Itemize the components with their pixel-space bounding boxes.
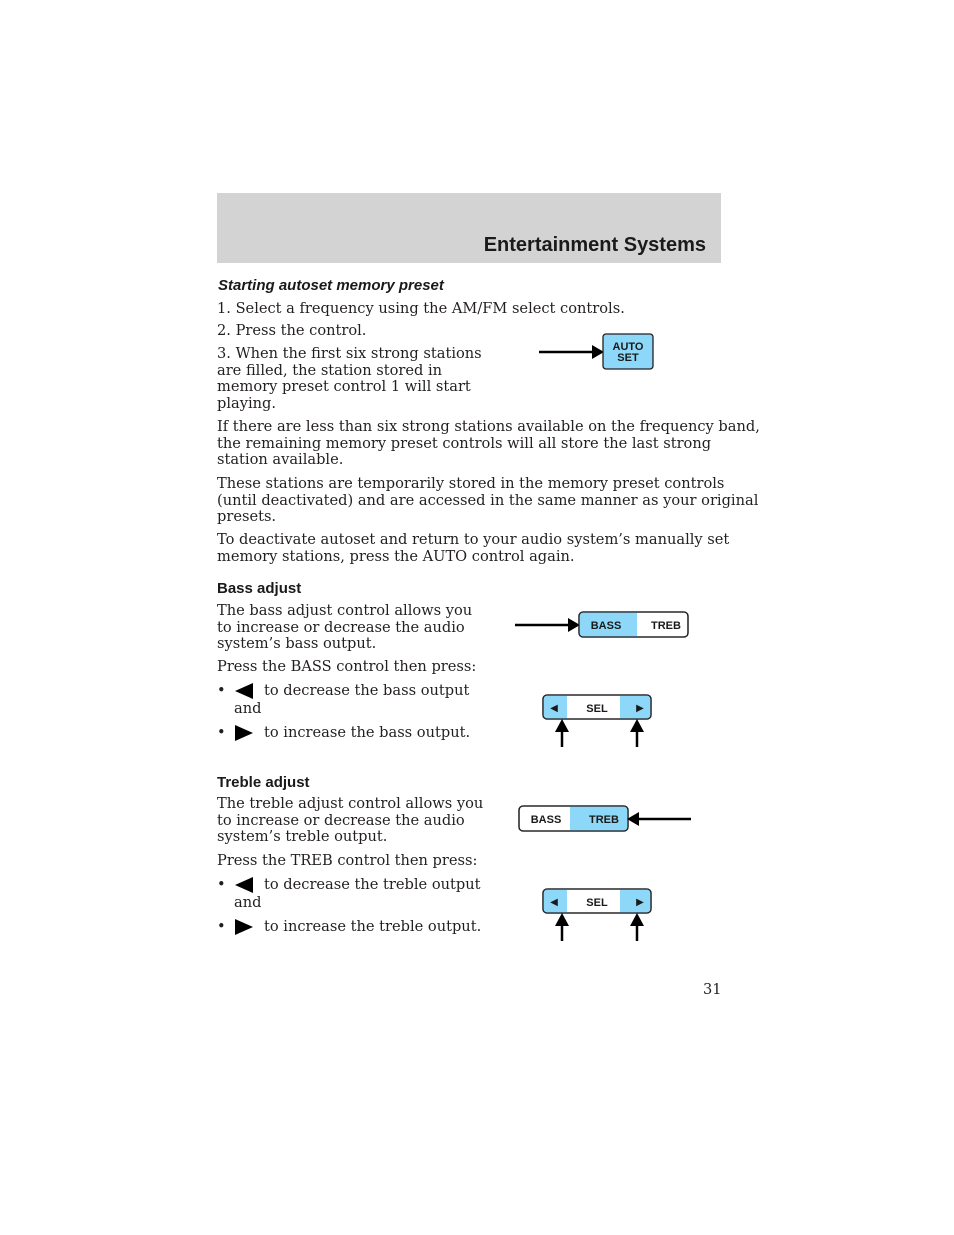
right-triangle-icon bbox=[235, 919, 253, 935]
left-arrow-icon: ◀ bbox=[550, 897, 558, 908]
pointer-arrow-head bbox=[568, 618, 580, 632]
bass-bullet-decrease: • to decrease the bass output bbox=[217, 682, 470, 699]
right-arrow-icon: ▶ bbox=[636, 897, 644, 908]
auto-label: AUTO bbox=[612, 341, 644, 353]
bass-button-label: BASS bbox=[590, 620, 622, 632]
bass-bullet-and: and bbox=[234, 700, 262, 717]
bullet-dot: • bbox=[217, 724, 226, 741]
treble-heading: Treble adjust bbox=[217, 774, 310, 791]
set-label: SET bbox=[617, 352, 639, 364]
treble-bullet-increase: • to increase the treble output. bbox=[217, 918, 482, 935]
up-arrow-right-head bbox=[630, 719, 644, 732]
treb-button-label: TREB bbox=[651, 620, 681, 632]
bass-treb-diagram-treb-selected bbox=[512, 799, 697, 839]
autoset-paragraph-1: If there are less than six strong stations available on the frequency band, the remaining memory preset controls will all store the last strong station available. bbox=[217, 418, 760, 468]
bass-bullet-increase: • to increase the bass output. bbox=[217, 724, 471, 741]
left-arrow-icon: ◀ bbox=[550, 703, 558, 714]
auto-set-diagram bbox=[530, 325, 665, 380]
bullet-dot: • bbox=[217, 876, 226, 893]
right-triangle-icon bbox=[235, 725, 253, 741]
treble-press-instruction: Press the TREB control then press: bbox=[217, 852, 478, 869]
treble-bullet-decrease: • to decrease the treble output bbox=[217, 876, 481, 893]
left-triangle-icon bbox=[235, 683, 253, 699]
page-number: 31 bbox=[703, 981, 722, 998]
header-band bbox=[217, 193, 721, 263]
autoset-paragraph-2: These stations are temporarily stored in the memory preset controls (until deactivated) and are accessed in the same manner as your original presets. bbox=[217, 475, 759, 525]
bass-press-instruction: Press the BASS control then press: bbox=[217, 658, 477, 675]
autoset-step-1: 1. Select a frequency using the AM/FM select controls. bbox=[217, 300, 625, 317]
page-title: Entertainment Systems bbox=[483, 234, 706, 256]
treble-bullet-and: and bbox=[234, 894, 262, 911]
sel-label: SEL bbox=[586, 897, 608, 909]
autoset-step-2: 2. Press the control. bbox=[217, 322, 367, 339]
bullet-dot: • bbox=[217, 682, 226, 699]
sel-diagram-bass bbox=[535, 690, 660, 750]
bullet-dot: • bbox=[217, 918, 226, 935]
right-arrow-icon: ▶ bbox=[636, 703, 644, 714]
treble-description: The treble adjust control allows you to increase or decrease the audio system’s treble output. bbox=[217, 795, 484, 845]
left-triangle-icon bbox=[235, 877, 253, 893]
bass-button-label: BASS bbox=[530, 814, 562, 826]
pointer-arrow-head bbox=[592, 345, 604, 359]
autoset-step-3: 3. When the first six strong stations are filled, the station stored in memory preset control 1 will start playing. bbox=[217, 345, 482, 412]
sel-diagram-treble bbox=[535, 884, 660, 944]
treb-button-label: TREB bbox=[589, 814, 619, 826]
up-arrow-right-head bbox=[630, 913, 644, 926]
bass-description: The bass adjust control allows you to increase or decrease the audio system’s bass output. bbox=[217, 602, 473, 652]
autoset-paragraph-3: To deactivate autoset and return to your audio system’s manually set memory stations, press the AUTO control again. bbox=[217, 531, 730, 565]
bass-heading: Bass adjust bbox=[217, 580, 302, 597]
sel-label: SEL bbox=[586, 703, 608, 715]
up-arrow-left-head bbox=[555, 719, 569, 732]
up-arrow-left-head bbox=[555, 913, 569, 926]
bass-treb-diagram-bass-selected bbox=[510, 605, 695, 645]
autoset-heading: Starting autoset memory preset bbox=[218, 277, 444, 294]
